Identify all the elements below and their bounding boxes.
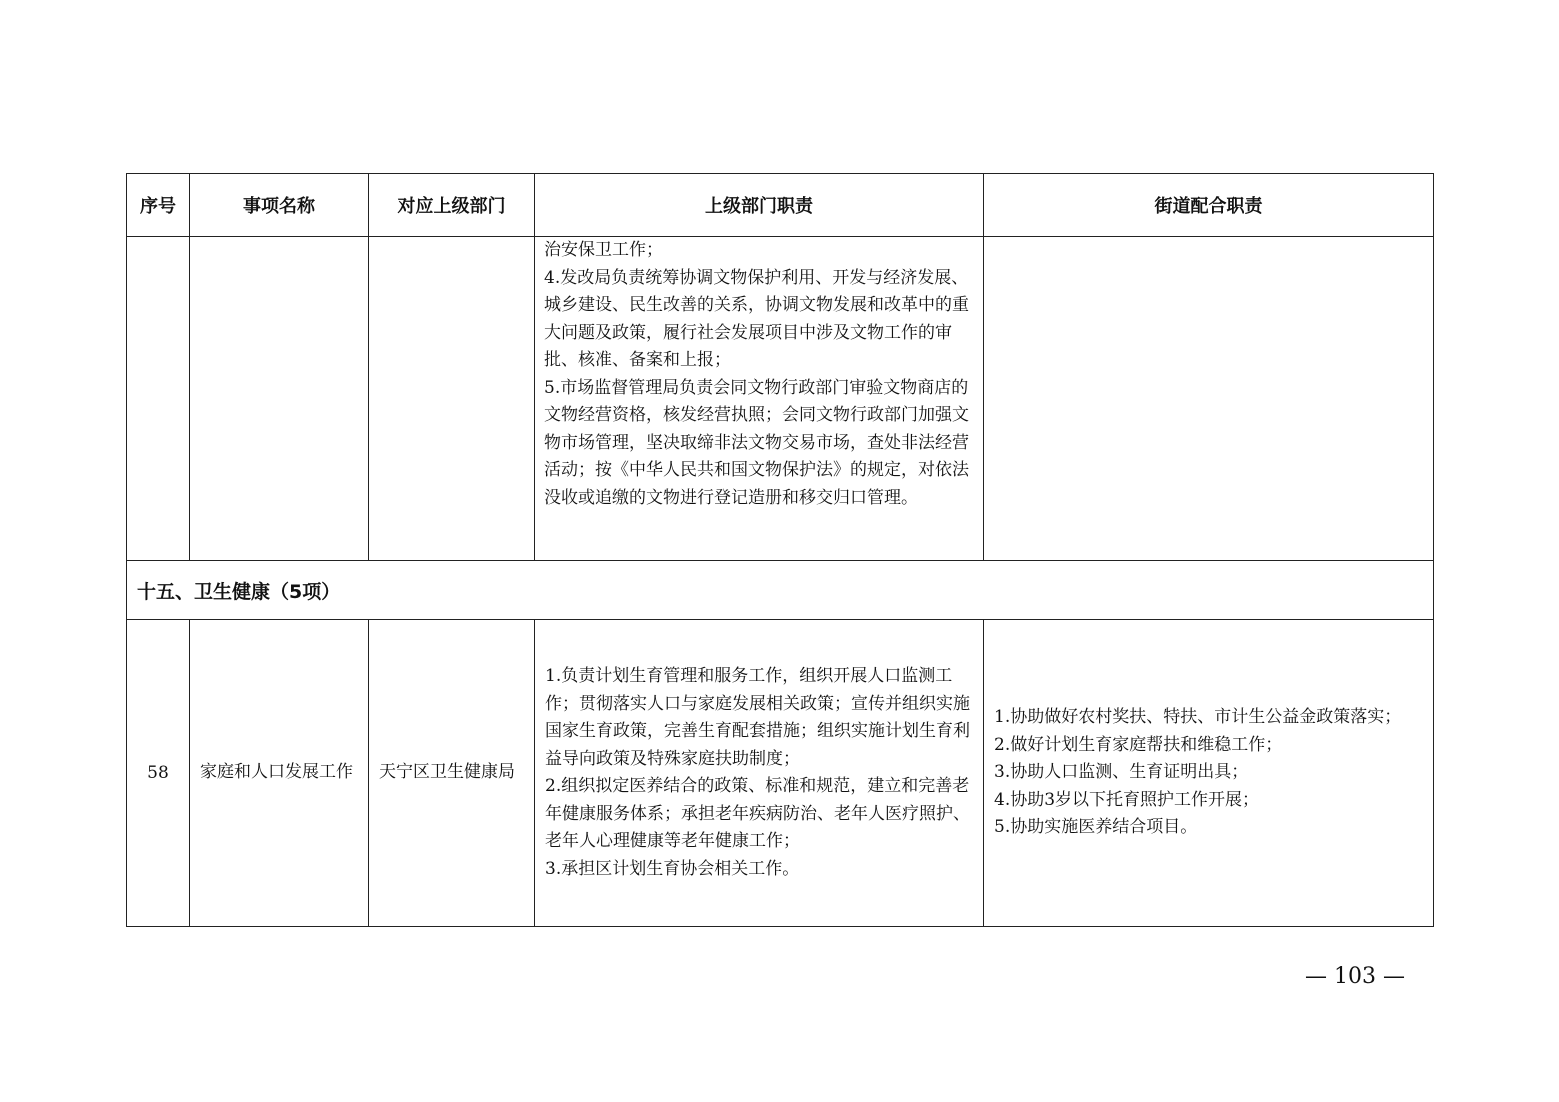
header-street: 街道配合职责 (984, 174, 1434, 237)
cell-street-empty (984, 237, 1434, 561)
page-number: — 103 — (1305, 964, 1405, 989)
section-row (127, 561, 1434, 620)
section-title: 十五、卫生健康（5项） (127, 561, 1434, 620)
cell-item (190, 620, 369, 927)
duty-text: 治安保卫工作； 4.发改局负责统筹协调文物保护利用、开发与经济发展、城乡建设、民生改善的关系，协调文物发展和改革中的重大问题及政策，履行社会发展项目中涉及文物工作的审批、核准、备案和上报； 5.市场监督管理局负责会同文物行政部门审验文物商店的文物经营资格，核发经营执照；会同文物行政部门加强文物市场管理，坚决取缔非法文物交易市场，查处非法经营活动；按《中华人民共和国文物保护法》的规定，对依法没收或追缴的文物进行登记造册和移交归口管理。 (544, 240, 969, 508)
cell-no-empty (127, 237, 190, 561)
table-row (127, 620, 1434, 927)
header-row (127, 174, 1434, 237)
header-duty: 上级部门职责 (535, 174, 984, 237)
table-row-continued (127, 237, 1434, 561)
header-no: 序号 (127, 174, 190, 237)
cell-duty (535, 237, 984, 561)
cell-dept-empty (369, 237, 535, 561)
header-item: 事项名称 (190, 174, 369, 237)
header-dept: 对应上级部门 (369, 174, 535, 237)
cell-item-empty (190, 237, 369, 561)
dept-text: 天宁区卫生健康局 (379, 762, 515, 783)
cell-street (984, 620, 1434, 927)
duty-table (126, 173, 1434, 927)
cell-duty (535, 620, 984, 927)
duty-text: 1.负责计划生育管理和服务工作，组织开展人口监测工作；贯彻落实人口与家庭发展相关政策；宣传并组织实施国家生育政策，完善生育配套措施；组织实施计划生育利益导向政策及特殊家庭扶助制度； 2.组织拟定医养结合的政策、标准和规范，建立和完善老年健康服务体系；承担老年疾病防治、老年人医疗照护、老年人心理健康等老年健康工作； 3.承担区计划生育协会相关工作。 (545, 666, 970, 879)
cell-dept (369, 620, 535, 927)
cell-no: 58 (127, 620, 190, 927)
item-text: 家庭和人口发展工作 (200, 762, 353, 783)
street-text: 1.协助做好农村奖扶、特扶、市计生公益金政策落实； 2.做好计划生育家庭帮扶和维稳工作； 3.协助人口监测、生育证明出具； 4.协助3岁以下托育照护工作开展； 5.协助实施医养结合项目。 (994, 707, 1402, 838)
